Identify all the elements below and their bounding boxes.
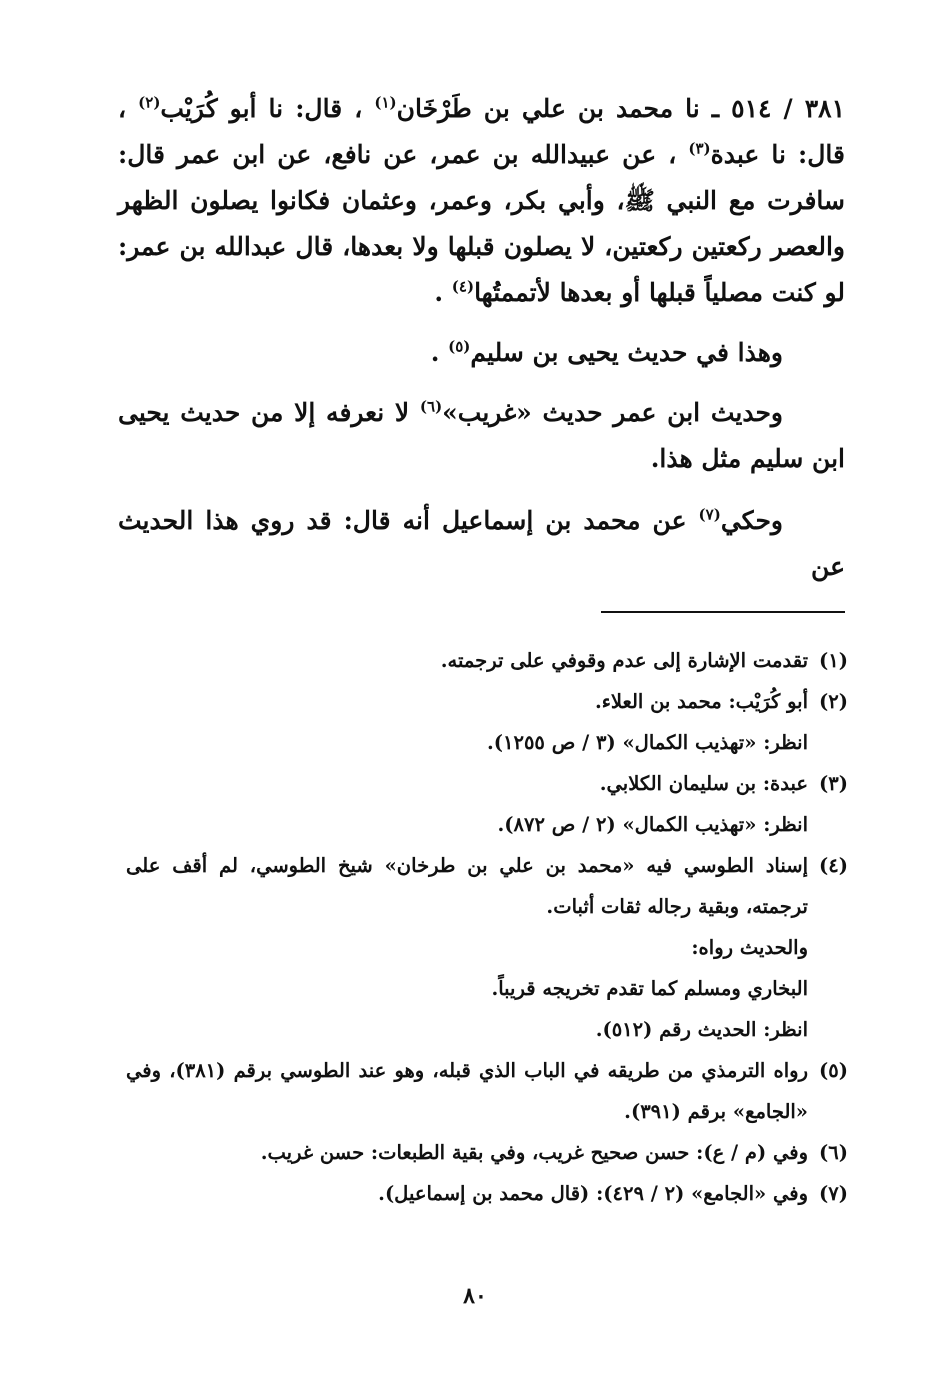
page-number: ٨٠ [463, 1283, 487, 1309]
footnote-item [126, 640, 848, 681]
footnote-number: (٢) [819, 690, 848, 713]
text-run: . [430, 338, 449, 367]
footnote-text: وفي «الجامع» (٢ / ٤٢٩): (قال محمد بن إسماعيل). [378, 1182, 808, 1205]
footnote-separator [601, 611, 845, 613]
text-run: وهذا في حديث يحيى بن سليم [470, 338, 783, 367]
footnote-item [126, 1050, 848, 1132]
footnote-reference-line: انظر: الحديث رقم (٥١٢). [595, 1018, 808, 1041]
footnote-item [126, 845, 848, 927]
footnote-ref[interactable]: (٢) [138, 93, 161, 112]
footnote-reference-line: والحديث رواه: [691, 936, 808, 959]
commentary-paragraph [118, 390, 845, 482]
footnote-ref[interactable]: (٣) [688, 139, 711, 158]
footnote-ref[interactable]: (٥) [448, 337, 471, 356]
footnote-text: رواه الترمذي من طريقه في الباب الذي قبله، وهو عند الطوسي برقم (٣٨١)، وفي «الجامع» برقم (٣٩١). [126, 1059, 808, 1123]
footnote-number: (٤) [819, 854, 848, 877]
footnote-number: (١) [819, 649, 848, 672]
footnote-reference-line: انظر: «تهذيب الكمال» (٢ / ص ٨٧٢). [497, 813, 808, 836]
footnote-text: تقدمت الإشارة إلى عدم وقوفي على ترجمته. [440, 649, 808, 672]
text-run: ، قال: نا عبدة [118, 94, 846, 169]
footnote-item [126, 763, 848, 804]
footnote-ref[interactable]: (٧) [698, 505, 721, 524]
footnote-text: أبو كُرَيْب: محمد بن العلاء. [594, 690, 808, 713]
footnotes [126, 640, 848, 1214]
text-run: وحديث ابن عمر حديث «غريب» [442, 398, 783, 427]
text-run: ، قال: نا أبو كُرَيْب [160, 94, 375, 123]
main-text [118, 86, 845, 590]
text-run: عن محمد بن إسماعيل أنه قال: قد روي هذا الحديث عن [118, 506, 845, 581]
footnote-item [126, 681, 848, 722]
footnote-item [126, 1173, 848, 1214]
footnote-item [126, 1132, 848, 1173]
footnote-number: (٣) [819, 772, 848, 795]
footnote-text: إسناد الطوسي فيه «محمد بن علي بن طرخان» شيخ الطوسي، لم أقف على ترجمته، وبقية رجاله ثقات أثبات. [126, 854, 808, 918]
footnote-text: وفي (م / ع): حسن صحيح غريب، وفي بقية الطبعات: حسن غريب. [260, 1141, 808, 1164]
footnote-number: (٥) [819, 1059, 848, 1082]
commentary-paragraph [118, 330, 845, 376]
text-run: . [434, 278, 452, 307]
footnote-ref[interactable]: (٤) [451, 277, 475, 296]
text-run: لا نعرفه إلا من حديث يحيى ابن سليم مثل هذا. [118, 398, 845, 473]
footnote-ref[interactable]: (٦) [419, 397, 443, 416]
footnote-text: عبدة: بن سليمان الكلابي. [599, 772, 808, 795]
footnote-number: (٦) [819, 1141, 848, 1164]
footnote-reference-line: انظر: «تهذيب الكمال» (٣ / ص ١٢٥٥). [487, 731, 808, 754]
text-run: وحكي [720, 506, 783, 535]
hadith-paragraph [118, 86, 845, 316]
text-run: ، عن عبيدالله بن عمر، عن نافع، عن ابن عمر قال: سافرت مع النبي ﷺ، وأبي بكر، وعمر، وعثمان فكانوا يصلون الظهر والعصر ركعتين ركعتين، لا يصلون قبلها ولا بعدها، قال عبدالله بن عمر: لو كنت مصلياً قبلها أو بعدها لأتممتُها [118, 140, 845, 307]
commentary-paragraph [118, 498, 845, 590]
footnote-number: (٧) [819, 1182, 848, 1205]
text-run: ٣٨١ / ٥١٤ ـ نا محمد بن علي بن طَرْخَان [396, 94, 846, 123]
footnote-ref[interactable]: (١) [374, 93, 397, 112]
footnote-reference-line: البخاري ومسلم كما تقدم تخريجه قريباً. [491, 977, 808, 1000]
